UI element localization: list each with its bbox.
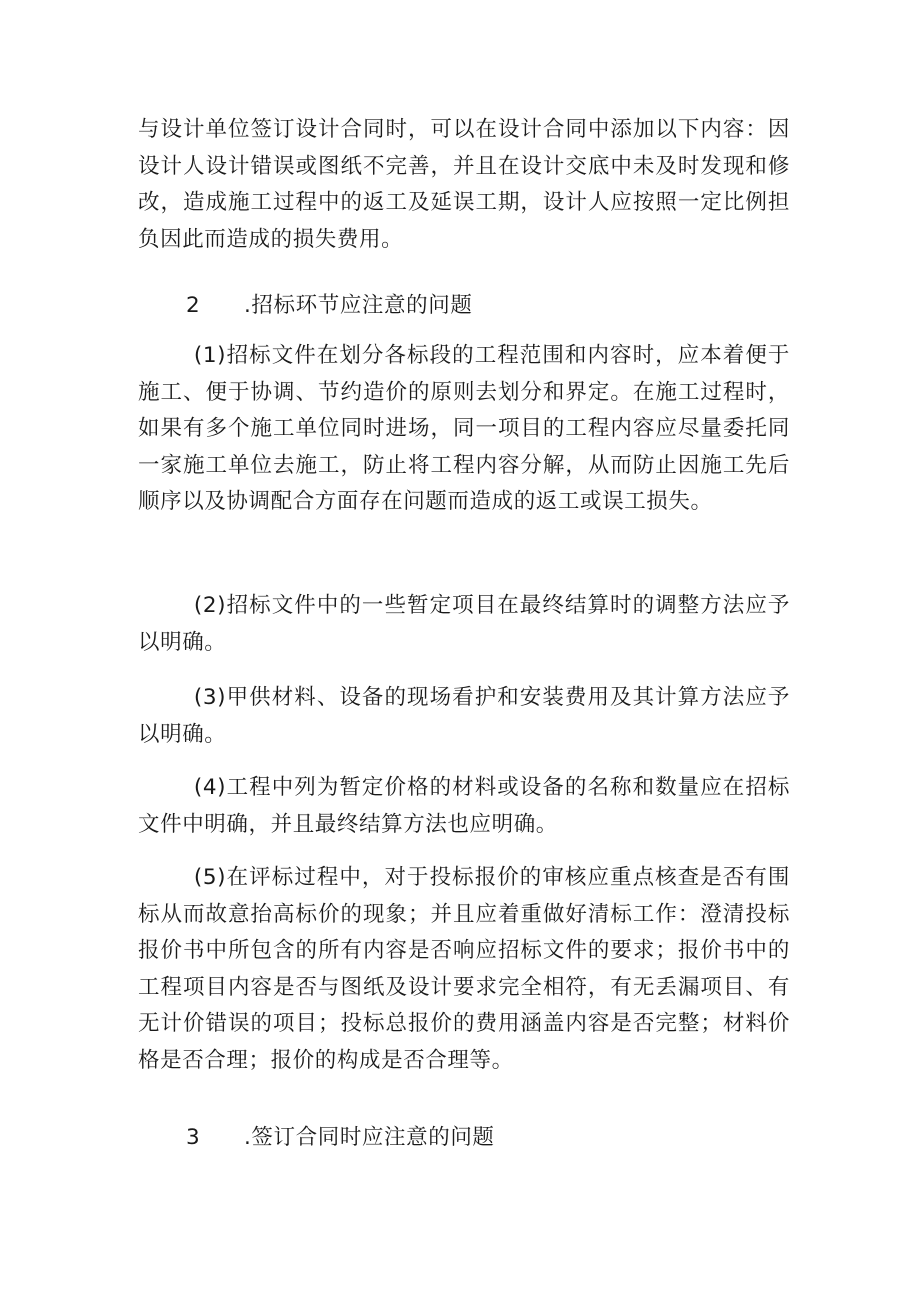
section-3-title: .签订合同时应注意的问题 <box>244 1125 495 1150</box>
section-2-item-3: (3)甲供材料、设备的现场看护和安装费用及其计算方法应予以明确。 <box>138 685 790 747</box>
section-3-number: 3 <box>186 1125 201 1150</box>
section-2-item-4: (4)工程中列为暂定价格的材料或设备的名称和数量应在招标文件中明确，并且最终结算方法也应明确。 <box>138 775 790 837</box>
intro-paragraph: 与设计单位签订设计合同时，可以在设计合同中添加以下内容：因设计人设计错误或图纸不完善，并且在设计交底中未及时发现和修改，造成施工过程中的返工及延误工期，设计人应按照一定比例担负因此而造成的损失费用。 <box>138 117 790 252</box>
section-2-item-5: (5)在评标过程中，对于投标报价的审核应重点核查是否有围标从而故意抬高标价的现象；并且应着重做好清标工作：澄清投标报价书中所包含的所有内容是否响应招标文件的要求；报价书中的工程项目内容是否与图纸及设计要求完全相符，有无丢漏项目、有无计价错误的项目；投标总报价的费用涵盖内容是否完整；材料价格是否合理；报价的构成是否合理等。 <box>138 865 790 1073</box>
section-2-number: 2 <box>186 293 201 318</box>
section-2-heading <box>186 288 472 324</box>
section-2-item-2: (2)招标文件中的一些暂定项目在最终结算时的调整方法应予以明确。 <box>138 593 790 655</box>
section-2-item-1: (1)招标文件在划分各标段的工程范围和内容时，应本着便于施工、便于协调、节约造价的原则去划分和界定。在施工过程时，如果有多个施工单位同时进场，同一项目的工程内容应尽量委托同一家施工单位去施工，防止将工程内容分解，从而防止因施工先后顺序以及协调配合方面存在问题而造成的返工或误工损失。 <box>138 343 790 514</box>
section-3-heading <box>186 1120 495 1156</box>
section-2-title: .招标环节应注意的问题 <box>244 293 473 318</box>
